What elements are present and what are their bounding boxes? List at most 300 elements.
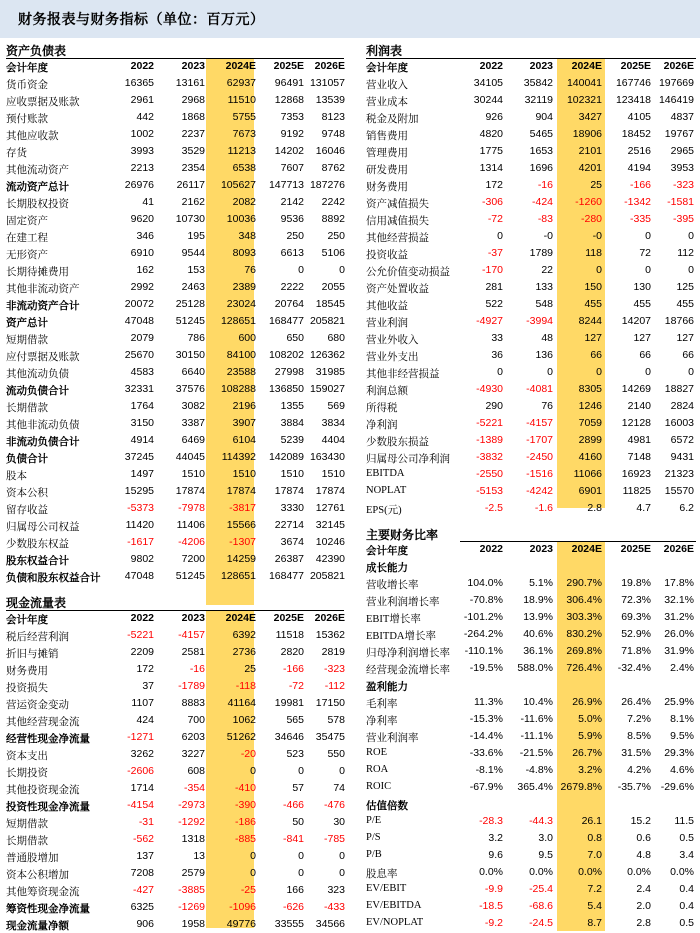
row-label: 销售费用 [366,131,408,142]
table-row [6,780,344,797]
table-cell: -166 [629,179,651,191]
table-cell: 523 [286,748,304,760]
table-cell: 578 [327,714,345,726]
table-cell: 3387 [181,417,205,429]
table-cell: 7607 [280,162,304,174]
table-cell: 0.4 [679,883,694,895]
table-cell: -4154 [127,799,154,811]
table-cell: 48 [541,332,553,344]
table-cell: 0.0% [670,866,694,878]
table-cell: 26.9% [572,696,602,708]
table-cell: 4.6% [670,764,694,776]
table-cell: -395 [672,213,694,225]
table-cell: 1775 [479,145,503,157]
table-cell: -1389 [476,434,503,446]
table-cell: 17874 [274,485,304,497]
row-label: EV/EBIT [366,883,407,894]
table-row [366,245,696,262]
table-row [6,432,344,449]
table-cell: 19767 [664,128,694,140]
table-cell: 5.4 [587,900,602,912]
row-label: 经营现金流增长率 [366,665,450,676]
table-cell: 128651 [220,570,256,582]
table-cell: 5465 [529,128,553,140]
table-cell: 0 [645,366,651,378]
table-cell: 4.7 [636,502,651,514]
table-cell: 72.3% [621,594,651,606]
table-cell: -3994 [526,315,553,327]
table-cell: 2824 [670,400,694,412]
table-cell: 23588 [226,366,256,378]
table-cell: 51262 [226,731,256,743]
table-cell: 7673 [232,128,256,140]
table-cell: -25.4 [529,883,553,895]
table-cell: 0.5 [679,917,694,929]
table-cell: 3.2 [488,832,503,844]
table-cell: 3834 [321,417,345,429]
table-cell: 600 [238,332,256,344]
table-cell: -83 [537,213,553,225]
table-cell: -0 [592,230,602,242]
table-cell: 108288 [220,383,256,395]
table-cell: 2079 [130,332,154,344]
table-cell: 2968 [181,94,205,106]
table-cell: 31985 [315,366,345,378]
table-cell: -3817 [229,502,256,514]
table-cell: 4.2% [627,764,651,776]
table-cell: 8244 [578,315,602,327]
table-cell: 0 [250,850,256,862]
table-cell: 2242 [321,196,345,208]
table-cell: 0 [596,264,602,276]
page-banner [0,0,700,38]
year-header: 2025E [620,543,651,555]
year-header: 2022 [479,543,503,555]
table-cell: 346 [136,230,154,242]
row-label: 固定资产 [6,216,48,227]
table-cell: 650 [286,332,304,344]
table-row [6,466,344,483]
table-cell: 1510 [232,468,256,480]
table-cell: 6392 [232,629,256,641]
table-cell: 7353 [280,111,304,123]
table-cell: 20072 [124,298,154,310]
row-label: 货币资金 [6,80,48,91]
table-cell: 18.9% [523,594,553,606]
group-row [366,677,696,694]
table-cell: 8.7 [587,917,602,929]
row-label: 资产处置收益 [366,284,429,295]
table-row [366,228,696,245]
table-cell: 22714 [274,519,304,531]
table-row [6,534,344,551]
row-label: 会计年度 [366,546,408,557]
table-cell: 41164 [227,697,256,709]
table-cell: 6.2 [679,502,694,514]
table-row [366,398,696,415]
table-cell: 76 [244,264,256,276]
row-label: EV/EBITDA [366,900,422,911]
table-cell: 50 [292,816,304,828]
table-cell: 11510 [227,94,256,106]
table-cell: 130 [633,281,651,293]
table-row [6,882,344,899]
table-cell: 4105 [627,111,651,123]
row-label: 营业外支出 [366,352,419,363]
table-cell: 2082 [232,196,256,208]
table-row [366,92,696,109]
table-cell: 0 [688,366,694,378]
table-cell: 10036 [226,213,256,225]
table-cell: 137 [136,850,154,862]
table-cell: -4157 [178,629,205,641]
row-label: 其他流动负债 [6,369,69,380]
table-cell: 3.4 [679,849,694,861]
table-cell: 32145 [315,519,345,531]
table-cell: 2899 [578,434,602,446]
table-row [366,881,696,898]
row-label: 经营性现金净流量 [6,734,90,745]
year-header: 2022 [479,60,503,72]
table-cell: 62937 [226,77,256,89]
table-cell: 7.2% [627,713,651,725]
table-cell: 114392 [221,451,256,463]
year-header: 2025E [620,60,651,72]
table-cell: -16 [189,663,205,675]
table-cell: 2581 [181,646,205,658]
table-cell: 66 [590,349,602,361]
table-cell: 6640 [181,366,205,378]
table-cell: 830.2% [566,628,602,640]
row-label: 资本公积增加 [6,870,69,881]
row-label: EPS(元) [366,505,402,516]
table-row [6,75,344,92]
row-label: 现金流量净额 [6,921,69,932]
table-cell: -25 [240,884,256,896]
table-cell: 2.4 [636,883,651,895]
table-cell: 726.4% [566,662,602,674]
row-label: ROIC [366,781,392,792]
table-cell: 26.7% [572,747,602,759]
table-cell: 27998 [274,366,304,378]
table-cell: -11.6% [520,713,553,725]
table-cell: -1260 [575,196,602,208]
table-cell: -562 [132,833,154,845]
table-row [6,92,344,109]
table-cell: 303.3% [566,611,602,623]
table-cell: 19.8% [621,577,651,589]
table-cell: 6572 [670,434,694,446]
table-cell: -101.2% [463,611,503,623]
row-label: 其他非流动资产 [6,284,80,295]
table-cell: 21323 [664,468,694,480]
table-cell: 2101 [578,145,602,157]
table-cell: 31.5% [621,747,651,759]
table-cell: 550 [327,748,345,760]
table-cell: 74 [333,782,345,794]
table-cell: 9802 [130,553,154,565]
table-cell: 112 [677,247,694,259]
table-cell: -28.3 [479,815,503,827]
table-cell: 2142 [280,196,304,208]
table-cell: 128651 [220,315,256,327]
table-cell: -31 [138,816,154,828]
table-cell: 15570 [664,485,694,497]
table-cell: 2.8 [636,917,651,929]
table-cell: 26.0% [664,628,694,640]
table-row [6,330,344,347]
table-cell: 31.9% [664,645,694,657]
table-cell: 195 [187,230,205,242]
table-cell: 1789 [529,247,553,259]
table-cell: 348 [238,230,256,242]
table-cell: 26.1 [581,815,602,827]
table-cell: 126362 [309,349,345,361]
table-row [366,643,696,660]
table-cell: 8892 [321,213,345,225]
row-label: 所得税 [366,403,398,414]
table-cell: -3885 [178,884,205,896]
row-label: 长期借款 [6,836,48,847]
table-cell: -0 [543,230,553,242]
table-row [6,211,344,228]
table-cell: 71.8% [621,645,651,657]
table-row [6,678,344,695]
row-label: 营业成本 [366,97,408,108]
table-cell: 8762 [321,162,345,174]
table-cell: 167746 [615,77,651,89]
header-row [366,58,696,75]
table-cell: -306 [481,196,503,208]
table-cell: 11.5 [674,815,694,827]
table-row [366,75,696,92]
row-label: 非流动负债合计 [6,437,80,448]
table-cell: 569 [327,400,345,412]
row-label: 股东权益合计 [6,556,69,567]
table-cell: 4404 [321,434,345,446]
table-cell: 250 [286,230,304,242]
table-cell: 104.0% [467,577,503,589]
table-cell: 30150 [175,349,205,361]
table-cell: -1292 [178,816,205,828]
table-cell: 42390 [315,553,345,565]
table-cell: 136850 [268,383,304,395]
table-cell: -424 [531,196,553,208]
table-cell: 163430 [309,451,345,463]
row-label: 营收增长率 [366,580,419,591]
table-cell: 9544 [181,247,205,259]
table-cell: 5.0% [578,713,602,725]
table-cell: 47048 [124,315,154,327]
table-cell: 424 [136,714,154,726]
row-label: 营业外收入 [366,335,419,346]
table-cell: 0.0% [578,866,602,878]
table-cell: 4160 [578,451,602,463]
table-row [366,143,696,160]
row-label: 应收票据及账款 [6,97,80,108]
table-cell: 1497 [130,468,154,480]
table-cell: 0.8 [587,832,602,844]
table-cell: 136 [535,349,553,361]
row-label: 估值倍数 [366,801,408,812]
row-label: 利润总额 [366,386,408,397]
table-cell: 3150 [130,417,154,429]
table-cell: 96491 [274,77,304,89]
table-row [6,712,344,729]
row-label: 预付账款 [6,114,48,125]
table-cell: 16003 [664,417,694,429]
table-row [366,813,696,830]
table-row [366,211,696,228]
table-row [366,575,696,592]
row-label: 股本 [6,471,27,482]
row-label: 少数股东权益 [6,539,69,550]
table-cell: 608 [187,765,205,777]
table-cell: -2450 [526,451,553,463]
table-cell: 7148 [627,451,651,463]
row-label: 营业利润增长率 [366,597,440,608]
table-cell: 4914 [130,434,154,446]
table-cell: 9.5 [538,849,553,861]
table-cell: 17.8% [664,577,694,589]
table-cell: -166 [282,663,304,675]
ratios-table [366,541,696,932]
table-cell: -476 [323,799,345,811]
table-cell: 9.6 [488,849,503,861]
table-cell: -1581 [667,196,694,208]
row-label: 投资损失 [6,683,48,694]
table-cell: 281 [485,281,503,293]
table-cell: 0 [339,867,345,879]
table-row [6,797,344,814]
table-cell: -1271 [127,731,154,743]
row-label: 资本支出 [6,751,48,762]
table-row [6,279,344,296]
table-cell: 12761 [315,502,345,514]
table-cell: 3330 [280,502,304,514]
table-cell: 35842 [523,77,553,89]
row-label: 归属母公司权益 [6,522,80,533]
table-cell: 0 [250,765,256,777]
table-cell: 1958 [181,918,205,930]
table-cell: -37 [487,247,503,259]
table-cell: 290 [485,400,503,412]
table-cell: 6901 [578,485,602,497]
year-header: 2022 [130,60,154,72]
row-label: 资本公积 [6,488,48,499]
table-row [366,660,696,677]
row-label: 资产减值损失 [366,199,429,210]
table-cell: -4157 [526,417,553,429]
table-cell: 172 [485,179,503,191]
table-row [366,483,696,500]
table-cell: -785 [323,833,345,845]
table-cell: 2961 [130,94,154,106]
table-cell: 8093 [232,247,256,259]
table-row [6,517,344,534]
table-cell: 166 [286,884,304,896]
year-header: 2024E [225,612,256,624]
year-header: 2024E [571,60,602,72]
header-row [6,58,344,75]
row-label: 营业利润率 [366,733,419,744]
table-cell: -18.5 [479,900,503,912]
row-label: 短期借款 [6,335,48,346]
table-cell: -4930 [476,383,503,395]
table-cell: 35475 [315,731,345,743]
table-cell: 49776 [226,918,256,930]
table-row [6,814,344,831]
table-cell: 17874 [226,485,256,497]
table-cell: -2973 [178,799,205,811]
table-row [366,915,696,932]
table-cell: 2819 [321,646,345,658]
table-cell: 14259 [226,553,256,565]
row-label: 税金及附加 [366,114,419,125]
table-cell: 30 [333,816,345,828]
table-cell: 33555 [274,918,304,930]
table-cell: 10.4% [523,696,553,708]
table-cell: -29.6% [660,781,694,793]
row-label: EBITDA [366,468,405,479]
table-cell: 127 [676,332,694,344]
table-cell: -2606 [127,765,154,777]
table-cell: 1107 [131,697,154,709]
table-cell: 6538 [232,162,256,174]
table-cell: 0 [547,366,553,378]
table-cell: 1696 [529,162,553,174]
table-cell: 142089 [268,451,304,463]
table-cell: -280 [580,213,602,225]
table-cell: 2213 [130,162,154,174]
year-header: 2023 [529,543,553,555]
table-cell: 140041 [566,77,602,89]
row-label: 长期待摊费用 [6,267,69,278]
table-cell: 548 [535,298,553,310]
year-header: 2023 [181,60,205,72]
table-cell: 522 [485,298,503,310]
table-cell: 26.4% [621,696,651,708]
table-cell: 127 [584,332,602,344]
table-cell: 269.8% [566,645,602,657]
table-cell: 2516 [627,145,651,157]
cashflow-table [6,610,344,933]
table-cell: 9748 [321,128,345,140]
table-cell: 168477 [268,570,304,582]
table-row [366,347,696,364]
table-cell: -9.2 [484,917,503,929]
year-header: 2023 [529,60,553,72]
table-cell: 323 [327,884,345,896]
row-label: 盈利能力 [366,682,408,693]
table-cell: 2736 [232,646,256,658]
table-row [6,899,344,916]
table-row [366,466,696,483]
balance-sheet-title: 资产负债表 [6,44,67,58]
table-cell: 3.0 [538,832,553,844]
row-label: 长期股权投资 [6,199,69,210]
row-label: 流动负债合计 [6,386,69,397]
income-statement-title: 利润表 [366,44,403,58]
row-label: 投资收益 [366,250,408,261]
table-cell: 4.8 [636,849,651,861]
table-cell: -15.3% [469,713,503,725]
table-cell: 34566 [315,918,345,930]
table-cell: -4206 [178,536,205,548]
row-label: ROA [366,764,389,775]
table-cell: 0 [645,230,651,242]
table-row [6,177,344,194]
